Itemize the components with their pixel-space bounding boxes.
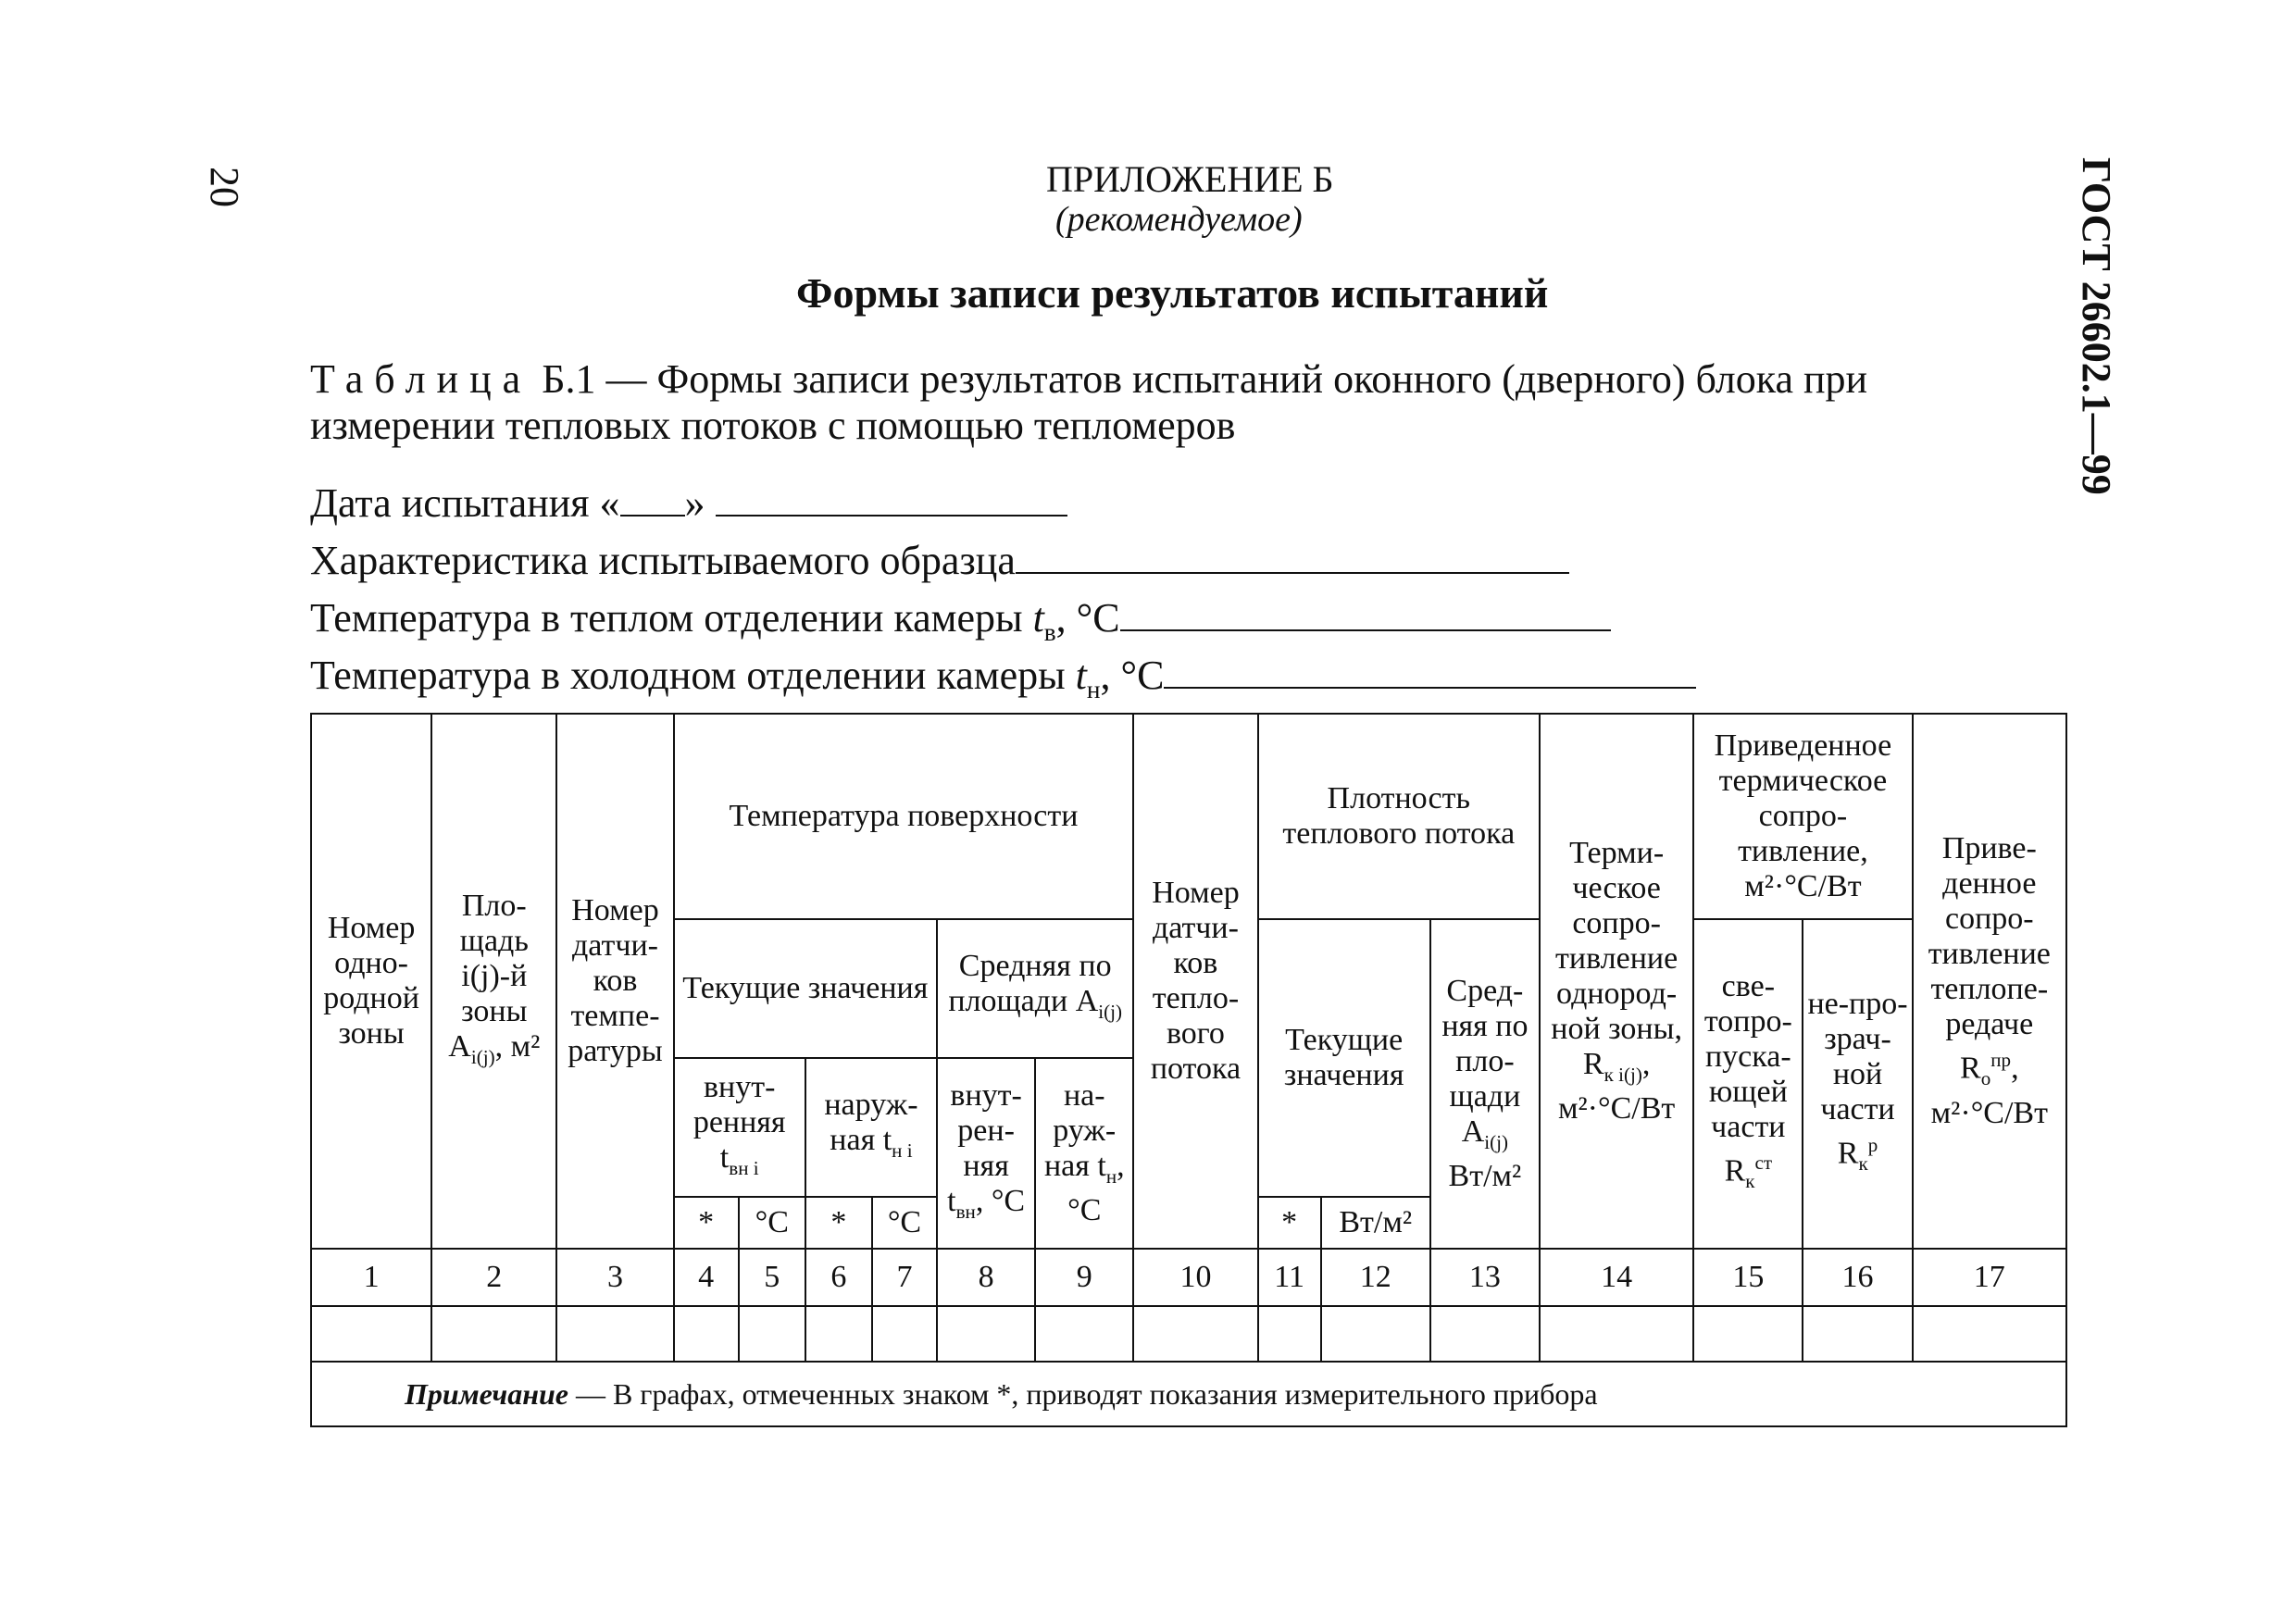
header-thermal-sub: к i(j)	[1603, 1063, 1642, 1086]
cold-temp-blank[interactable]	[1164, 653, 1696, 689]
page-number: 20	[202, 167, 247, 207]
warm-temp-field	[310, 594, 1611, 647]
cold-temp-label: Температура в холодном отделении камеры	[310, 653, 1066, 698]
data-cell[interactable]	[556, 1306, 673, 1362]
header-opaque-text: не-про-зрач-ной части R	[1807, 986, 1908, 1171]
data-cell[interactable]	[937, 1306, 1035, 1362]
header-current-values: Текущие значения	[674, 919, 937, 1058]
data-cell[interactable]	[1913, 1306, 2066, 1362]
caption-text: Б.1 — Формы записи результатов испытаний оконного (дверного) блока при измерении тепловых потоков с помощью тепломеров	[310, 356, 1868, 448]
note-text: — В графах, отмеченных знаком *, приводят показания измерительного прибора	[568, 1377, 1598, 1411]
header-mean-outer	[1035, 1058, 1133, 1249]
cold-temp-unit: , °С	[1100, 653, 1165, 698]
warm-temp-subscript: в	[1043, 617, 1056, 646]
header-flux-mean-sub: i(j)	[1484, 1130, 1509, 1153]
data-cell[interactable]	[1540, 1306, 1693, 1362]
header-total-text: Приве-денное сопро-тивление теплопе-редаче R	[1928, 830, 2051, 1086]
header-flux-mean-text: Сред-няя по пло-щади A	[1441, 973, 1529, 1149]
header-mean-inner	[937, 1058, 1035, 1249]
warm-temp-blank[interactable]	[1120, 596, 1611, 631]
column-number: 5	[739, 1249, 805, 1306]
column-number: 3	[556, 1249, 673, 1306]
header-mean-inner-sub: вн	[955, 1200, 976, 1223]
note-label: Примечание	[405, 1377, 568, 1411]
sample-blank[interactable]	[1016, 539, 1569, 574]
header-flux-mean	[1430, 919, 1540, 1249]
standard-code: ГОСТ 26602.1—99	[2074, 157, 2119, 495]
header-zone-area-sub: i(j)	[470, 1045, 495, 1068]
data-entry-row	[311, 1306, 2066, 1362]
cold-temp-field	[310, 652, 1696, 704]
header-flux-mean-unit: Вт/м²	[1448, 1159, 1522, 1194]
header-thermal-unit: , м²·°С/Вт	[1557, 1046, 1676, 1126]
data-cell[interactable]	[1430, 1306, 1540, 1362]
column-number: 2	[431, 1249, 556, 1306]
column-number: 11	[1258, 1249, 1321, 1306]
header-outer	[805, 1058, 937, 1197]
data-cell[interactable]	[1258, 1306, 1321, 1362]
header-zone-area-text: Пло-щадь i(j)-й зоны A	[448, 888, 529, 1064]
warm-temp-symbol: t	[1032, 595, 1044, 641]
header-mean-outer-sub: н	[1105, 1164, 1117, 1188]
header-thermal-text: Терми-ческое сопро-тивление однород-ной зоны, R	[1551, 835, 1682, 1081]
column-number: 15	[1693, 1249, 1803, 1306]
date-field	[310, 479, 1067, 527]
warm-temp-label: Температура в теплом отделении камеры	[310, 595, 1023, 641]
column-number: 14	[1540, 1249, 1693, 1306]
cold-temp-symbol: t	[1075, 653, 1087, 698]
sample-label: Характеристика испытываемого образца	[310, 538, 1016, 583]
header-light-sup: ст	[1754, 1151, 1773, 1174]
header-inner-text: внут-ренняя t	[693, 1069, 786, 1175]
header-total-resistance	[1913, 714, 2066, 1249]
sample-field	[310, 537, 1569, 584]
column-number: 8	[937, 1249, 1035, 1306]
header-mean-outer-text: на-руж-ная t	[1043, 1077, 1117, 1183]
header-total-sub: о	[1980, 1067, 1991, 1090]
column-number: 6	[805, 1249, 872, 1306]
header-mean-sub: i(j)	[1098, 1000, 1123, 1023]
header-light-part	[1693, 919, 1803, 1249]
date-label: Дата испытания «	[310, 480, 620, 526]
header-deg-unit: °С	[872, 1197, 937, 1249]
results-table	[310, 713, 2067, 1427]
warm-temp-unit: , °С	[1055, 595, 1120, 641]
data-cell[interactable]	[1803, 1306, 1912, 1362]
header-heat-flux: Плотность теплового потока	[1258, 714, 1540, 919]
header-total-sup: пр	[1990, 1048, 2012, 1071]
header-zone-number: Номер одно-родной зоны	[311, 714, 431, 1249]
header-mean-text: Средняя по площади A	[948, 948, 1112, 1018]
header-temp-sensor: Номер датчи-ков темпе-ратуры	[556, 714, 673, 1249]
column-number: 10	[1133, 1249, 1257, 1306]
column-number: 9	[1035, 1249, 1133, 1306]
appendix-title: ПРИЛОЖЕНИЕ Б	[1046, 158, 1334, 200]
table-caption	[310, 356, 2060, 449]
data-cell[interactable]	[1693, 1306, 1803, 1362]
header-surface-temp: Температура поверхности	[674, 714, 1134, 919]
header-star: *	[674, 1197, 739, 1249]
data-cell[interactable]	[1133, 1306, 1257, 1362]
header-zone-area	[431, 714, 556, 1249]
header-opaque-sub: к	[1858, 1152, 1868, 1176]
date-close-quote: »	[684, 480, 705, 526]
data-cell[interactable]	[674, 1306, 739, 1362]
header-mean-inner-unit: , °С	[975, 1183, 1026, 1218]
header-zone-area-unit: , м²	[494, 1028, 541, 1064]
table-note	[311, 1362, 2066, 1426]
column-number: 7	[872, 1249, 937, 1306]
header-mean-outer-unit: , °С	[1067, 1148, 1125, 1228]
column-number: 4	[674, 1249, 739, 1306]
appendix-subtitle: (рекомендуемое)	[1055, 200, 1303, 239]
data-cell[interactable]	[311, 1306, 431, 1362]
column-number: 13	[1430, 1249, 1540, 1306]
header-thermal-resistance	[1540, 714, 1693, 1249]
data-cell[interactable]	[872, 1306, 937, 1362]
column-number-row	[311, 1249, 2066, 1306]
header-flux-unit: Вт/м²	[1321, 1197, 1430, 1249]
header-opaque-part	[1803, 919, 1912, 1249]
column-number: 16	[1803, 1249, 1912, 1306]
cold-temp-subscript: н	[1086, 675, 1101, 703]
header-flux-current: Текущие значения	[1258, 919, 1430, 1197]
caption-label: Таблица	[310, 356, 532, 402]
header-light-text: све-топро-пуска-ющей части R	[1703, 968, 1792, 1189]
header-outer-sub: н i	[892, 1139, 913, 1162]
data-cell[interactable]	[1321, 1306, 1430, 1362]
date-day-blank[interactable]	[620, 481, 685, 517]
header-reduced-thermal: Приведенное термическое сопро-тивление, м²·°С/Вт	[1693, 714, 1912, 919]
data-cell[interactable]	[739, 1306, 805, 1362]
header-flux-sensor: Номер датчи-ков тепло-вого потока	[1133, 714, 1257, 1249]
header-mean-inner-text: внут-рен-няя t	[947, 1077, 1022, 1218]
header-star: *	[805, 1197, 872, 1249]
data-cell[interactable]	[431, 1306, 556, 1362]
page-heading: Формы записи результатов испытаний	[796, 269, 1549, 317]
column-number: 17	[1913, 1249, 2066, 1306]
header-deg-unit: °С	[739, 1197, 805, 1249]
header-light-sub: к	[1745, 1170, 1755, 1193]
column-number: 12	[1321, 1249, 1430, 1306]
column-number: 1	[311, 1249, 431, 1306]
header-star: *	[1258, 1197, 1321, 1249]
header-mean-by-area	[937, 919, 1133, 1058]
data-cell[interactable]	[1035, 1306, 1133, 1362]
header-opaque-sup: р	[1867, 1133, 1878, 1156]
date-blank[interactable]	[716, 481, 1067, 517]
header-total-unit: , м²·°С/Вт	[1930, 1051, 2048, 1131]
header-inner	[674, 1058, 805, 1197]
header-inner-sub: вн i	[729, 1156, 759, 1179]
data-cell[interactable]	[805, 1306, 872, 1362]
header-outer-text: наруж-ная t	[824, 1087, 918, 1157]
